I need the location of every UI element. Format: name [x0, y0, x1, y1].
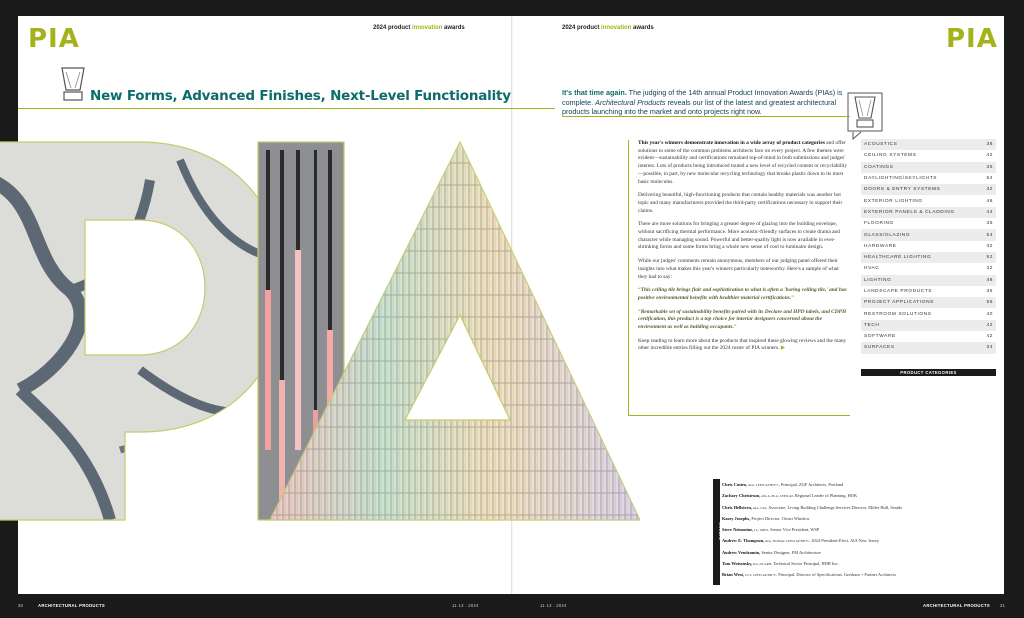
pia-logo-left: PIA — [28, 24, 80, 54]
award-header-right: 2024 product innovation awards — [562, 25, 654, 31]
judge-role: Technical Sector Principal, HDR Inc. — [772, 561, 839, 567]
category-name: DOORS & ENTRY SYSTEMS — [864, 187, 941, 193]
category-page: 32 — [986, 243, 993, 249]
judge-name: Andrew E. Thompson, — [722, 538, 765, 544]
body-left-rule — [628, 140, 629, 415]
judge-credentials: CCS, LEED AP BD+C, — [744, 573, 778, 578]
category-name: CEILING SYSTEMS — [864, 153, 917, 159]
judge-entry — [722, 502, 992, 513]
judge-entry — [722, 479, 992, 490]
category-page: 35 — [986, 164, 993, 170]
category-name: COATINGS — [864, 164, 894, 170]
judge-name: Kasey Josephs, — [722, 515, 751, 521]
category-row[interactable] — [861, 320, 996, 331]
intro-paragraph: It's that time again. The judging of the 14th annual Product Innovation Awards (PIAs) is complete. Architectural Products reveals our list of the latest and greatest architectural products launching into the market and onto projects right now. — [562, 88, 843, 117]
judge-credentials: AIA, NOMAC LEED AP BD+C, — [764, 539, 811, 544]
judge-quote-1: “This ceiling tile brings flair and sophistication to what is often a 'boring ceiling tile,' and has positive environmental benefits with healthier material certifications.” — [638, 287, 847, 301]
judge-name: Andrew Vendramin, — [722, 549, 761, 555]
judge-role: Senior Designer, FM Architecture — [760, 549, 821, 555]
category-page: 54 — [986, 232, 993, 238]
category-name: EXTERIOR PANELS & CLADDING — [864, 209, 955, 215]
category-page: 34 — [986, 345, 993, 351]
pia-letterform-artwork — [0, 120, 640, 540]
body-paragraph-5: Keep reading to learn more about the products that inspired these glowing reviews and the many other incredible entries filling out the 2024 roster of PIA winners. ▶ — [638, 337, 847, 352]
judge-name: Zachary Christeson, — [722, 493, 761, 499]
category-name: HARDWARE — [864, 243, 897, 249]
footer-date-right: 11·12 . 2024 — [540, 603, 567, 608]
category-page: 46 — [986, 198, 993, 204]
pia-logo-right: PIA — [946, 24, 998, 54]
footer-page-left: 30 — [18, 603, 24, 608]
category-row[interactable] — [861, 241, 996, 252]
category-row[interactable] — [861, 173, 996, 184]
category-name: ACOUSTICS — [864, 142, 898, 148]
article-body — [638, 140, 848, 359]
category-row[interactable] — [861, 297, 996, 308]
category-name: EXTERIOR LIGHTING — [864, 198, 923, 204]
judges-label: JUDGES — [718, 521, 723, 541]
judge-role: Senior Vice President, WSP — [769, 527, 820, 533]
judge-entry — [722, 547, 992, 558]
category-row[interactable] — [861, 342, 996, 353]
body-paragraph-4: While our judges' comments remain anonymous, members of our judging panel offered their insights into what makes this year's winners particularly noteworthy. Here's a sample of what they had to say: — [638, 258, 839, 280]
category-name: HVAC — [864, 266, 880, 272]
footer-pub-right: ARCHITECTURAL PRODUCTS — [923, 603, 991, 608]
judge-role: Associate, Living Building Challenge Services Director, Miller Hull, Seattle — [767, 504, 903, 510]
trophy-speech-icon — [847, 92, 883, 140]
continue-arrow-icon: ▶ — [780, 345, 785, 352]
judge-credentials: RA, NCARB, — [752, 562, 773, 567]
category-page: 42 — [986, 322, 993, 328]
footer-page-right: 31 — [1000, 603, 1006, 608]
judge-name: Chris Hellstern, — [722, 504, 752, 510]
category-name: SURFACES — [864, 345, 895, 351]
judge-name: Chris Castro, — [722, 482, 748, 487]
category-row[interactable] — [861, 263, 996, 274]
category-page: 48 — [986, 277, 993, 283]
category-row[interactable] — [861, 218, 996, 229]
category-name: TECH — [864, 322, 880, 328]
judge-entry — [722, 513, 992, 524]
category-row[interactable] — [861, 184, 996, 195]
category-page: 40 — [986, 311, 993, 317]
category-row[interactable] — [861, 308, 996, 319]
body-paragraph-1: This year's winners demonstrate innovation in a wide array of product categories and offer solutions to some of the common problems architects face on every project. A few themes were evident—sustainability and certifications remained top-of-mind in both submissions and judges' interest. Lots of products being introduced touted a new level of recycled content or recyclability—possible, in part, by new molecular recycling technology that breaks plastic down to its most basic molecules. — [638, 140, 848, 185]
category-page: 42 — [986, 153, 993, 159]
judge-entry — [722, 524, 992, 535]
category-name: FLOORING — [864, 221, 894, 227]
category-row[interactable] — [861, 162, 996, 173]
judge-credentials: AIA, LEED AP BD+C, — [747, 483, 780, 487]
body-bottom-rule — [628, 415, 850, 416]
category-page: 54 — [986, 176, 993, 182]
judge-credentials: LC, MIES, — [753, 528, 770, 533]
category-name: PROJECT APPLICATIONS — [864, 300, 934, 306]
category-row[interactable] — [861, 195, 996, 206]
category-page: 32 — [986, 266, 993, 272]
judge-entry — [722, 558, 992, 569]
category-name: DAYLIGHTING/SKYLIGHTS — [864, 176, 938, 182]
category-page: 42 — [986, 334, 993, 340]
judge-name: Brian West, — [722, 572, 745, 578]
judge-credentials: ASLA, PLA, LEED AP, — [760, 494, 794, 499]
category-row[interactable] — [861, 331, 996, 342]
category-row[interactable] — [861, 229, 996, 240]
judge-role: 2024 President-Elect, AIA New Jersey — [810, 538, 880, 544]
judge-entry — [722, 535, 992, 546]
category-name: LANDSCAPE PRODUCTS — [864, 289, 933, 294]
body-paragraph-3: There are more solutions for bringing a greater degree of glazing into the building envelope, without sacrificing thermal performance. More acoustic-friendly surfaces to create drama and character while managing sound. Powerful and better-quality light is now available in ever-shrinking forms and some forms bring a whole new sense of cool to luminaire design. — [638, 221, 840, 251]
judge-name: Tom Woisensky, — [722, 561, 753, 567]
footer-pub-left: ARCHITECTURAL PRODUCTS — [38, 603, 106, 608]
judge-quote-2: “Remarkable set of sustainability benefits paired with its Declare and HPD labels, and CDPH certification, this product is a top choice for interior designers concerned about the environment as well as building occupants.” — [638, 308, 847, 331]
judge-entry — [722, 490, 992, 501]
category-row[interactable] — [861, 275, 996, 286]
judges-list — [722, 479, 992, 581]
category-page: 56 — [986, 300, 993, 306]
judge-role: Regional Leader of Planning, HOK — [793, 493, 858, 499]
category-page: 35 — [986, 221, 993, 227]
judge-credentials: AIA, LFA, — [752, 505, 768, 510]
category-row[interactable] — [861, 286, 996, 297]
headline-rule — [18, 108, 555, 109]
category-page: 44 — [986, 209, 993, 215]
judge-role: Principal, ZGF Architects, Portland — [779, 482, 844, 487]
category-page: 38 — [986, 142, 993, 148]
body-paragraph-2: Delivering beautiful, high-functioning products that contain healthy materials was another hot topic and many manufacturers provided the third-party certifications necessary to support their claims. — [638, 192, 843, 214]
judges-tab — [713, 479, 723, 585]
category-index — [861, 139, 996, 354]
judge-role: Project Director, Orcutt Winslow — [750, 515, 810, 521]
category-name: HEALTHCARE LIGHTING — [864, 255, 932, 261]
judge-role: Principal, Director of Specifications, Gresham + Partner Architects — [777, 572, 896, 578]
category-row[interactable] — [861, 150, 996, 161]
category-row[interactable] — [861, 252, 996, 263]
judge-entry — [722, 569, 992, 580]
category-page: 35 — [986, 289, 993, 294]
product-categories-label: PRODUCT CATEGORIES — [861, 369, 996, 376]
category-page: 52 — [986, 255, 993, 261]
footer-date-left: 11·12 . 2024 — [452, 603, 479, 608]
category-name: RESTROOM SOLUTIONS — [864, 311, 932, 317]
category-name: SOFTWARE — [864, 334, 896, 340]
category-page: 32 — [986, 187, 993, 193]
page-headline: New Forms, Advanced Finishes, Next-Level Functionality — [90, 88, 511, 104]
category-name: GLASS/GLAZING — [864, 232, 911, 238]
category-name: LIGHTING — [864, 277, 892, 283]
judge-name: Steve Neinonine, — [722, 527, 754, 533]
award-header-left: 2024 product innovation awards — [373, 25, 465, 31]
trophy-icon — [58, 66, 88, 102]
category-row[interactable] — [861, 139, 996, 150]
category-row[interactable] — [861, 207, 996, 218]
